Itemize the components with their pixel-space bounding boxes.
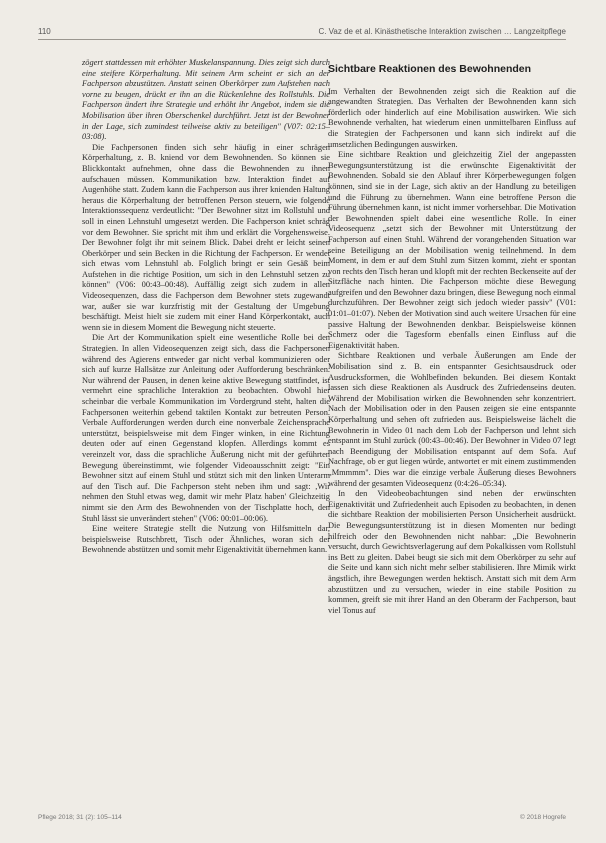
paragraph: In den Videobeobachtungen sind neben der erwünschten Eigenaktivität und Zufriedenheit auch Episoden zu beobachten, in denen die sichtbare Reaktion der mobilisierten Person Unsicherheit ausdrückt. Die Bewegungsunterstützung ist in diesen Momenten nur bedingt hilfreich oder den Bewohnenden nicht nahbar: „Die Bewohnerin versucht, durch Gewichtsverlagerung auf dem Pokalkissen vom Rollstuhl ins Bett zu gleiten. Dabei beugt sie sich mit dem Oberkörper zu sehr auf die Seite und kann sich nicht mehr selber stabilisieren. Ihre Mimik wirkt ängstlich, ihre Bewegungen werden hektisch. Anstatt sich mit dem Arm abzustützen und zu versuchen, wieder in eine stabile Position zu kommen, greift sie mit ihrer Hand an den Oberarm der Fachperson, baut viel Tonus auf <box>328 489 576 615</box>
running-header <box>38 24 566 40</box>
footer-copyright: © 2018 Hogrefe <box>520 814 566 821</box>
page-number: 110 <box>38 27 51 36</box>
paragraph: Die Fachpersonen finden sich sehr häufig in einer schrägen Körperhaltung, z. B. kniend vor dem Bewohnenden. So können sie Blickkontakt aufnehmen, ohne dass die Bewohnenden zu ihnen aufschauen müssen. Kommunikation bzw. Interaktion findet auf Augenhöhe statt. Zudem kann die Fachperson aus ihrer knienden Haltung heraus die Körperhaltung der betroffenen Person steuern, wie folgende Interaktionssequenz verdeutlicht: "Der Bewohner sitzt im Rollstuhl und soll in einen Lehnstuhl umgesetzt werden. Die Fachperson kniet schräg vor dem Bewohner. Sie spricht mit ihm und erklärt die Vorgehensweise. Der Bewohner folgt ihr mit seinem Blick. Dabei dreht er leicht seinen Oberkörper und sein Becken in die Richtung der Fachperson. Er wendet sich etwas vom Lehnstuhl ab. Folglich bringt er sein Gesäß beim Aufstehen in die richtige Position, um sich in den Lehnstuhl setzen zu können" (V06: 00:43–00:48). Auffällig zeigt sich zudem in allen Videosequenzen, dass die Fachperson dem Bewohner stets zugewandt war, außer sie war kurzfristig mit der Gestaltung der Umgebung beschäftigt. Meist hielt sie zudem mit einer Hand Körperkontakt, auch wenn sie in diesem Moment die Bewegung nicht steuerte. <box>82 142 330 332</box>
footer-citation: Pflege 2018; 31 (2): 105–114 <box>38 814 122 821</box>
section-heading: Sichtbare Reaktionen des Bewohnenden <box>328 63 532 75</box>
page-footer <box>38 814 566 826</box>
left-column <box>82 58 330 556</box>
running-title: C. Vaz de et al. Kinästhetische Interaktion zwischen … Langzeitpflege <box>318 27 566 36</box>
quote-text: zögert stattdessen mit erhöhter Muskelanspannung. Dies zeigt sich durch eine steifere Körperhaltung. Mit seinem Arm scheint er sich an der Fachperson abzustützen. Anstatt seinen Oberkörper zum Aufstehen nach vorne zu beugen, drückt er ihn an die Rückenlehne des Rollstuhls. Die Fachperson ändert ihre Strategie und erhöht ihr Angebot, indem sie die Mobilisation über ihren Oberschenkel durchführt. Jetzt ist der Bewohner in der Lage, sich zumindest teilweise aktiv zu beteiligen" (V07: 02:15–03:08). <box>82 58 330 142</box>
paragraph: Eine weitere Strategie stellt die Nutzung von Hilfsmitteln dar, beispielsweise Rutschbrett, Tisch oder Ähnliches, woran sich der Bewohnende abstützen und somit mehr Eigenaktivität übernehmen kann. <box>82 524 330 555</box>
paragraph <box>82 58 330 143</box>
paragraph: Eine sichtbare Reaktion und gleichzeitig Ziel der angepassten Bewegungsunterstützung ist die erwünschte Eigenaktivität der Bewohnenden. Sobald sie den Ablauf ihrer Körperbewegungen folgen können, sind sie in der Lage, sich aktiv an der Handlung zu beteiligen und die Führung zu übernehmen. Wann eine betroffene Person die Führung übernehmen kann, ist nicht immer vorhersehbar. Die Motivation der Bewohnenden spielt dabei eine wesentliche Rolle. In einer Videosequenz „setzt sich der Bewohner mit Unterstützung der Fachperson auf einen Stuhl. Während der vorangehenden Situation war seine Beteiligung an der Mobilisation wenig teilnehmend. In dem Moment, in dem er auf dem Stuhl zum Sitzen kommt, zieht er spontan von rechts den Tisch heran und klopft mit der rechten Beckenseite auf der Sitzfläche nach hinten. Die Fachperson möchte diese Bewegung aufgreifen und den Bewohner dazu bringen, diese Bewegung noch einmal durchzuführen. Der Bewohner zeigt sich jedoch wieder passiv" (V01: 01:01–01:07). Neben der Motivation sind auch weitere Ursachen für eine passive Haltung der Bewohnenden denkbar. Beispielsweise können Schmerz oder die Tagesform ebenfalls einen Einfluss auf die Eigenaktivität haben. <box>328 150 576 350</box>
paragraph: Sichtbare Reaktionen und verbale Äußerungen am Ende der Mobilisation sind z. B. ein entspannter Gesichtsausdruck oder Ausdrucksformen, die Wohlbefinden bekunden. Bei diesem Kontakt lassen sich diese Reaktionen als Ausdruck des Zufriedenseins deuten. Während der Mobilisation wirken die Bewohnenden sehr konzentriert. Nach der Mobilisation oder in den Pausen zeigen sie eine entspannte Körperhaltung und sehen oft zufrieden aus. Beispielsweise lächelt die Bewohnerin in Video 01 nach dem Lob der Fachperson und lehnt sich entspannt im Stuhl zurück (00:43–00:46). Der Bewohner in Video 07 legt nach Beendigung der Mobilisation entspannt auf dem Sofa. Auf Nachfrage, ob er gut liegen würde, antwortet er mit einem zustimmenden „Mmmmm". Dies war die einzige verbale Äußerung dieses Bewohners während der gesamten Videosequenz (0:4:26–05:34). <box>328 351 576 488</box>
right-column <box>328 58 576 616</box>
paragraph: Im Verhalten der Bewohnenden zeigt sich die Reaktion auf die angewandten Strategien. Das Verhalten der Bewohnenden kann sich förderlich oder hinderlich auf eine Mobilisation auswirken. Wie sich Bewohnende verhalten, hat wiederum einen unmittelbaren Einfluss auf die Strategien der Fachpersonen und kann sich indirekt auf die umsetzlichen Bedingungen auswirken. <box>328 86 576 149</box>
paragraph: Die Art der Kommunikation spielt eine wesentliche Rolle bei den Strategien. In allen Videosequenzen zeigt sich, dass die Fachpersonen während des Agierens entweder gar nicht verbal kommunizieren oder sich auf kurze Hallsätze zur Anleitung oder Aufforderung beschränken. Nur während der Pausen, in denen keine aktive Bewegung stattfindet, ist vermehrt eine sprachliche Interaktion zu beobachten. Obwohl hier scheinbar die verbale Kommunikation im Vordergrund steht, halten die Fachpersonen weiterhin gebend taktilen Kontakt zur betreuten Person. Verbale Aufforderungen werden durch eine nonverbale Zeichensprache unterstützt, beispielsweise mit dem Finger winken, in eine Richtung deuten oder auf einen Gegenstand klopfen. Allerdings kommt es vereinzelt vor, dass die sprachliche Äußerung nicht mit der geführten Bewegung übereinstimmt, wie folgender Videoausschnitt zeigt: "Ein Bewohner sitzt auf einem Stuhl und stützt sich mit den linken Unterarm auf den Tisch auf. Die Fachperson steht neben ihm und sagt: ,Wir nehmen den Stuhl etwas weg, damit wir mehr Platz haben' Gleichzeitig nimmt sie den Arm des Bewohnenden von der Tischplatte hoch, den Stuhl lässt sie unverändert stehen" (V06: 00:01–00:06). <box>82 333 330 523</box>
